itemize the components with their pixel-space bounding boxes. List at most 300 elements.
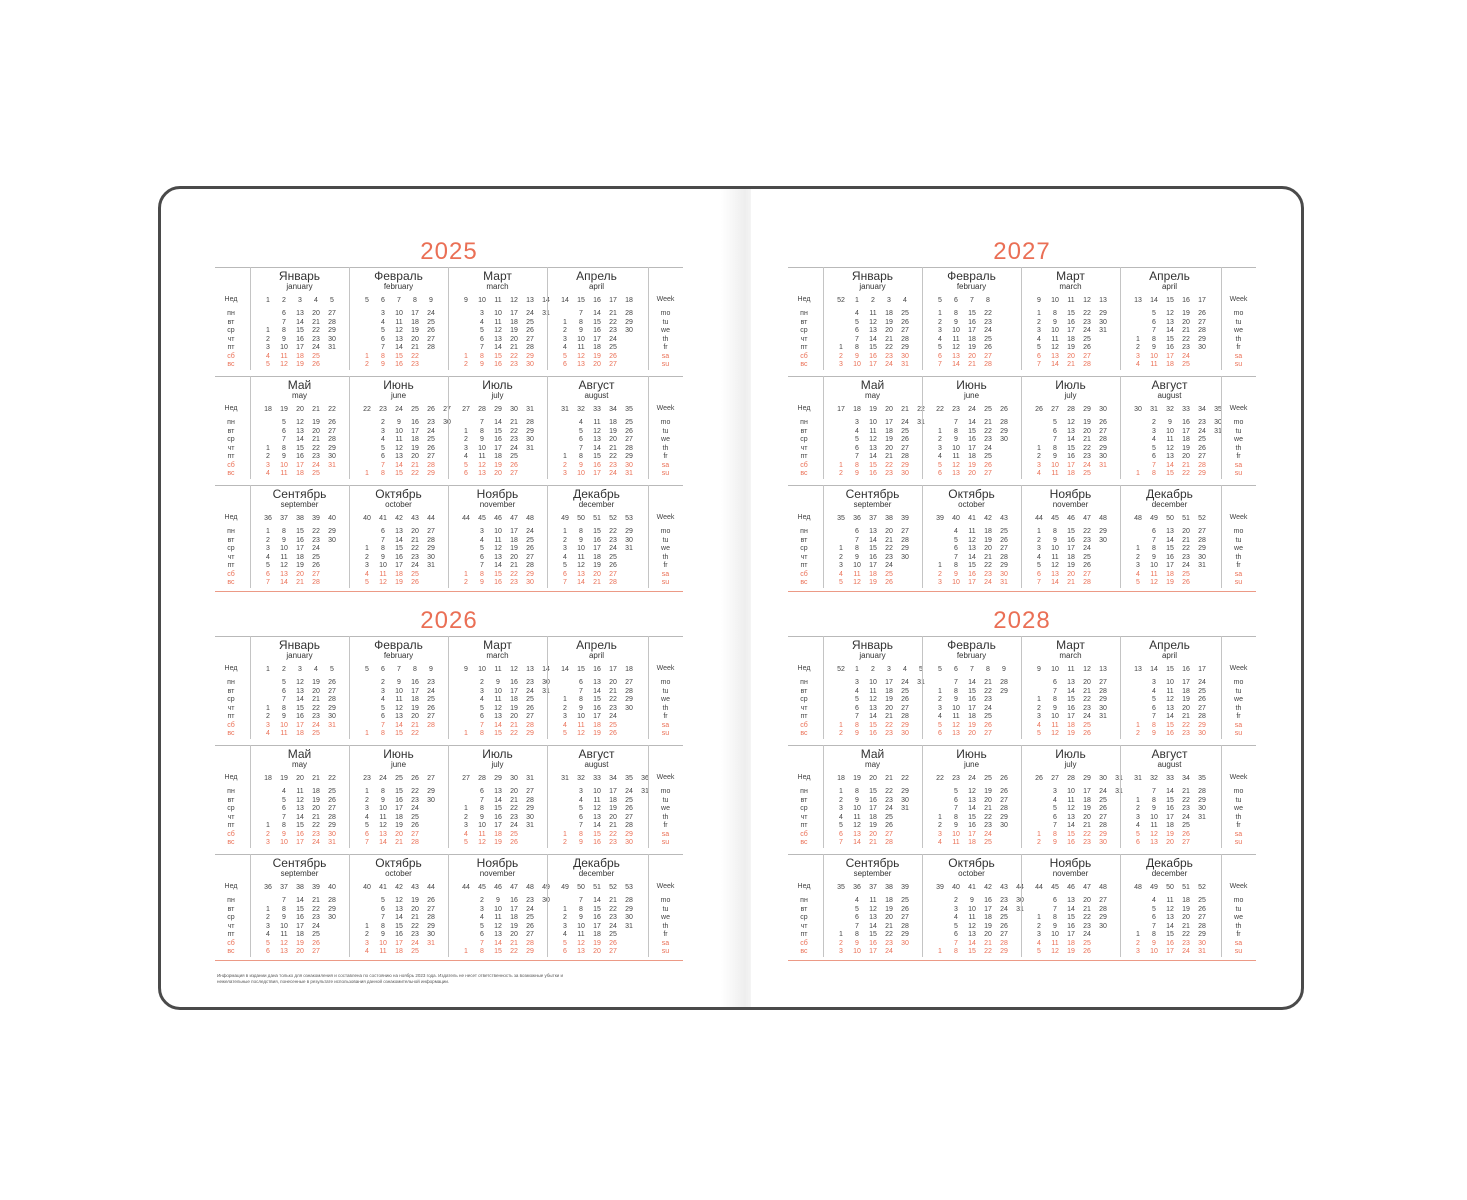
day-cell: 5 <box>365 822 369 829</box>
week-number: 39 <box>312 515 320 522</box>
day-cell: 28 <box>526 562 534 569</box>
week-number: 41 <box>379 884 387 891</box>
day-cell: 6 <box>282 427 286 435</box>
weekday-en-su: su <box>661 470 670 477</box>
day-cell: 19 <box>312 679 320 686</box>
week-number: 5 <box>919 666 923 673</box>
day-cell: 21 <box>984 553 992 561</box>
day-cell: 17 <box>395 805 403 812</box>
month-name-en: june <box>390 760 407 769</box>
day-cell: 4 <box>1037 721 1041 729</box>
day-cell: 5 <box>381 444 385 452</box>
weekday-en-mo: mo <box>660 897 671 904</box>
quarter-row <box>788 636 1256 745</box>
day-cell: 8 <box>480 427 484 435</box>
day-cell: 18 <box>1067 939 1075 947</box>
week-number: 1 <box>855 666 859 673</box>
day-cell: 30 <box>1099 536 1107 544</box>
weekday-th: чт <box>800 444 808 452</box>
week-number: 42 <box>395 884 403 891</box>
day-cell: 19 <box>296 939 304 947</box>
day-cell: 24 <box>609 470 617 477</box>
day-cell: 14 <box>494 419 502 426</box>
day-cell: 26 <box>885 579 893 586</box>
day-cell: 5 <box>855 318 859 326</box>
day-cell: 11 <box>1051 335 1059 343</box>
day-cell: 25 <box>984 453 992 460</box>
weekday-th: чт <box>800 553 808 561</box>
weekday-labels-ru <box>215 636 247 745</box>
label-week: Week <box>1229 883 1248 890</box>
weekday-su: вс <box>800 730 808 737</box>
day-cell: 17 <box>411 427 419 435</box>
day-cell: 7 <box>1053 905 1057 913</box>
day-cell: 17 <box>593 922 601 930</box>
month-divider <box>1120 485 1121 588</box>
day-cell: 24 <box>411 939 419 947</box>
day-cell: 1 <box>266 528 270 535</box>
month-divider <box>823 376 824 479</box>
weekday-en-mo: mo <box>660 310 671 317</box>
day-cell: 19 <box>885 318 893 326</box>
day-cell: 12 <box>395 444 403 452</box>
day-cell: 30 <box>328 335 336 343</box>
day-cell: 1 <box>464 427 468 435</box>
month-name-ru: Апрель <box>1149 638 1190 652</box>
month-name-ru: Август <box>1151 378 1188 392</box>
day-cell: 4 <box>365 570 369 578</box>
day-cell: 8 <box>1152 545 1156 552</box>
day-cell: 16 <box>510 897 518 904</box>
month-divider <box>448 267 449 370</box>
day-cell: 6 <box>855 914 859 921</box>
day-cell: 7 <box>381 721 385 729</box>
month-name-en: march <box>486 282 509 291</box>
week-number: 21 <box>901 406 909 413</box>
month-divider <box>1021 485 1022 588</box>
day-cell: 20 <box>609 813 617 821</box>
quarter-row <box>788 376 1256 485</box>
day-cell: 8 <box>480 352 484 360</box>
day-cell: 29 <box>1099 528 1107 535</box>
day-cell: 24 <box>510 444 518 452</box>
month-name-ru: Август <box>578 378 615 392</box>
day-cell: 9 <box>579 536 583 544</box>
label-ned: Нед <box>797 774 811 781</box>
weekday-tu: вт <box>800 318 808 326</box>
day-cell: 10 <box>1067 788 1075 795</box>
week-number: 14 <box>1150 666 1158 673</box>
weekday-su: вс <box>800 361 808 368</box>
week-number: 44 <box>462 515 470 522</box>
weekday-we: ср <box>800 914 808 921</box>
day-cell: 3 <box>563 713 567 720</box>
day-cell: 27 <box>901 914 909 921</box>
day-cell: 14 <box>869 922 877 930</box>
day-cell: 24 <box>1083 931 1091 938</box>
day-cell: 4 <box>464 453 468 460</box>
month-name-ru: Январь <box>278 638 321 652</box>
day-cell: 4 <box>266 931 270 938</box>
day-cell: 10 <box>952 830 960 838</box>
day-cell: 31 <box>917 419 925 426</box>
day-cell: 20 <box>510 335 518 343</box>
quarter-row <box>215 636 683 745</box>
weekday-tu: вт <box>227 427 235 435</box>
day-cell: 23 <box>510 436 518 443</box>
day-cell: 21 <box>411 914 419 921</box>
day-cell: 27 <box>885 830 893 838</box>
day-cell: 6 <box>563 570 567 578</box>
day-cell: 6 <box>464 470 468 477</box>
week-number: 33 <box>1166 775 1174 782</box>
month-name-en: july <box>491 760 504 769</box>
day-cell: 28 <box>1083 361 1091 368</box>
weekday-en-th: th <box>662 335 669 343</box>
day-cell: 17 <box>510 687 518 695</box>
day-cell: 28 <box>312 579 320 586</box>
day-cell: 11 <box>577 344 585 351</box>
week-number: 10 <box>478 297 486 304</box>
day-cell: 23 <box>609 327 617 334</box>
day-cell: 8 <box>282 822 286 829</box>
day-cell: 5 <box>954 922 958 930</box>
day-cell: 28 <box>1099 687 1107 695</box>
day-cell: 8 <box>1152 470 1156 477</box>
day-cell: 16 <box>296 453 304 460</box>
quarter-row <box>215 267 683 376</box>
week-number: 43 <box>411 515 419 522</box>
day-cell: 4 <box>855 427 859 435</box>
day-cell: 2 <box>563 461 567 469</box>
day-cell: 6 <box>1053 897 1057 904</box>
day-cell: 8 <box>381 788 385 795</box>
day-cell: 26 <box>625 427 633 435</box>
weekday-en-we: we <box>1234 914 1243 921</box>
week-number: 12 <box>1083 666 1091 673</box>
day-cell: 5 <box>282 679 286 686</box>
day-cell: 1 <box>464 730 468 737</box>
day-cell: 9 <box>855 730 859 737</box>
month-february <box>349 636 448 745</box>
day-cell: 24 <box>901 679 909 686</box>
week-number: 29 <box>1083 775 1091 782</box>
weekday-labels-ru <box>788 267 820 376</box>
day-cell: 10 <box>869 419 877 426</box>
month-name-en: january <box>859 651 886 660</box>
day-cell: 17 <box>593 470 601 477</box>
day-cell: 27 <box>1083 570 1091 578</box>
weekday-en-mo: mo <box>1233 679 1244 686</box>
day-cell: 14 <box>395 344 403 351</box>
day-cell: 11 <box>494 536 502 544</box>
week-number: 35 <box>625 775 633 782</box>
weekday-th: чт <box>227 922 235 930</box>
day-cell: 24 <box>1182 352 1190 360</box>
day-cell: 3 <box>464 822 468 829</box>
day-cell: 28 <box>625 444 633 452</box>
day-cell: 22 <box>510 805 518 812</box>
week-number: 31 <box>526 775 534 782</box>
day-cell: 17 <box>296 721 304 729</box>
month-divider <box>349 745 350 848</box>
month-name-ru: Март <box>483 638 512 652</box>
week-number: 52 <box>609 515 617 522</box>
week-number: 37 <box>869 515 877 522</box>
weekday-labels-en <box>648 485 683 594</box>
weekday-en-th: th <box>662 553 669 561</box>
month-name-en: may <box>864 391 881 400</box>
day-cell: 10 <box>577 922 585 930</box>
day-cell: 10 <box>952 704 960 712</box>
weekday-en-th: th <box>1235 553 1242 561</box>
week-number: 9 <box>464 297 468 304</box>
day-cell: 14 <box>395 914 403 921</box>
day-cell: 26 <box>427 327 435 334</box>
day-cell: 3 <box>1037 545 1041 552</box>
day-cell: 23 <box>609 914 617 921</box>
day-cell: 3 <box>266 839 270 846</box>
day-cell: 18 <box>593 721 601 729</box>
month-april <box>1120 636 1219 745</box>
day-cell: 22 <box>1083 830 1091 838</box>
month-divider <box>349 485 350 588</box>
week-number: 8 <box>413 666 417 673</box>
day-cell: 24 <box>427 687 435 695</box>
day-cell: 20 <box>1182 318 1190 326</box>
day-cell: 10 <box>968 905 976 913</box>
weekday-su: вс <box>227 730 235 737</box>
month-name-ru: Январь <box>851 638 894 652</box>
day-cell: 21 <box>609 310 617 317</box>
day-cell: 5 <box>1037 948 1041 955</box>
day-cell: 23 <box>510 361 518 368</box>
week-number: 26 <box>427 406 435 413</box>
day-cell: 5 <box>855 436 859 443</box>
week-number: 35 <box>625 406 633 413</box>
day-cell: 12 <box>853 822 861 829</box>
day-cell: 16 <box>1166 805 1174 812</box>
day-cell: 17 <box>296 545 304 552</box>
day-cell: 8 <box>480 570 484 578</box>
week-number: 39 <box>901 884 909 891</box>
month-divider <box>823 267 824 370</box>
weekday-en-sa: sa <box>1234 830 1243 838</box>
day-cell: 31 <box>542 687 550 695</box>
day-cell: 29 <box>526 730 534 737</box>
weekday-sa: сб <box>800 570 808 578</box>
day-cell: 30 <box>328 453 336 460</box>
day-cell: 21 <box>609 822 617 829</box>
week-number: 24 <box>379 775 387 782</box>
day-cell: 24 <box>411 805 419 812</box>
day-cell: 2 <box>266 914 270 921</box>
day-cell: 9 <box>1168 419 1172 426</box>
day-cell: 11 <box>869 897 877 904</box>
weekday-en-we: we <box>661 805 670 812</box>
day-cell: 27 <box>984 730 992 737</box>
day-cell: 29 <box>1000 813 1008 821</box>
day-cell: 20 <box>984 796 992 804</box>
day-cell: 25 <box>1083 470 1091 477</box>
weekday-en-we: we <box>1234 545 1243 552</box>
day-cell: 21 <box>984 419 992 426</box>
day-cell: 20 <box>609 436 617 443</box>
day-cell: 31 <box>542 310 550 317</box>
day-cell: 12 <box>494 327 502 334</box>
day-cell: 25 <box>1198 897 1206 904</box>
day-cell: 15 <box>1067 444 1075 452</box>
day-cell: 25 <box>1083 553 1091 561</box>
day-cell: 17 <box>885 679 893 686</box>
year-block-2025 <box>215 239 683 604</box>
day-cell: 11 <box>1166 436 1174 443</box>
day-cell: 22 <box>984 813 992 821</box>
week-number: 3 <box>298 666 302 673</box>
day-cell: 6 <box>480 713 484 720</box>
day-cell: 1 <box>464 805 468 812</box>
day-cell: 11 <box>395 696 403 703</box>
week-number: 36 <box>264 515 272 522</box>
month-name-en: april <box>588 282 605 291</box>
weekday-en-mo: mo <box>1233 419 1244 426</box>
day-cell: 30 <box>526 813 534 821</box>
day-cell: 29 <box>526 570 534 578</box>
weekday-sa: сб <box>227 721 235 729</box>
day-cell: 23 <box>411 361 419 368</box>
week-number: 18 <box>837 775 845 782</box>
day-cell: 1 <box>1136 721 1140 729</box>
day-cell: 18 <box>1182 687 1190 695</box>
day-cell: 20 <box>968 470 976 477</box>
day-cell: 2 <box>480 897 484 904</box>
day-cell: 14 <box>1067 687 1075 695</box>
month-name-ru: Февраль <box>374 269 423 283</box>
day-cell: 17 <box>296 461 304 469</box>
day-cell: 29 <box>1099 310 1107 317</box>
day-cell: 12 <box>296 419 304 426</box>
month-name-en: october <box>958 500 985 509</box>
month-april <box>547 636 646 745</box>
day-cell: 12 <box>1166 696 1174 703</box>
day-cell: 25 <box>901 310 909 317</box>
week-number: 48 <box>1134 515 1142 522</box>
month-october <box>922 485 1021 594</box>
day-cell: 7 <box>282 897 286 904</box>
month-november <box>1021 854 1120 963</box>
day-cell: 2 <box>381 419 385 426</box>
week-number: 22 <box>363 406 371 413</box>
month-january <box>823 267 922 376</box>
day-cell: 18 <box>395 570 403 578</box>
day-cell: 8 <box>282 327 286 334</box>
weekday-en-su: su <box>1234 579 1243 586</box>
day-cell: 19 <box>885 696 893 703</box>
day-cell: 12 <box>952 721 960 729</box>
day-cell: 24 <box>312 922 320 930</box>
day-cell: 31 <box>1198 948 1206 955</box>
weekday-mo: пн <box>800 788 808 795</box>
day-cell: 6 <box>855 444 859 452</box>
day-cell: 29 <box>1000 948 1008 955</box>
day-cell: 12 <box>869 436 877 443</box>
month-name-ru: Октябрь <box>948 487 995 501</box>
week-number: 48 <box>526 515 534 522</box>
day-cell: 17 <box>1067 327 1075 334</box>
weekday-mo: пн <box>800 310 808 317</box>
day-cell: 19 <box>296 562 304 569</box>
day-cell: 5 <box>464 461 468 469</box>
week-number: 41 <box>379 515 387 522</box>
day-cell: 24 <box>312 839 320 846</box>
day-cell: 6 <box>480 553 484 561</box>
day-cell: 7 <box>1053 687 1057 695</box>
month-name-en: december <box>1151 869 1188 878</box>
day-cell: 31 <box>625 922 633 930</box>
day-cell: 7 <box>381 461 385 469</box>
day-cell: 21 <box>395 839 403 846</box>
day-cell: 9 <box>1152 805 1156 812</box>
day-cell: 22 <box>1182 470 1190 477</box>
day-cell: 10 <box>395 427 403 435</box>
day-cell: 5 <box>1037 344 1041 351</box>
day-cell: 9 <box>1053 536 1057 544</box>
year-title: 2026 <box>420 607 478 634</box>
day-cell: 1 <box>563 696 567 703</box>
month-divider <box>922 636 923 739</box>
day-cell: 29 <box>1099 914 1107 921</box>
day-cell: 5 <box>1037 562 1041 569</box>
weekday-labels-en <box>1221 854 1256 963</box>
day-cell: 13 <box>478 470 486 477</box>
day-cell: 11 <box>280 352 288 360</box>
day-cell: 29 <box>625 830 633 838</box>
day-cell: 25 <box>427 318 435 326</box>
month-name-en: november <box>1052 500 1089 509</box>
day-cell: 1 <box>938 562 942 569</box>
day-cell: 13 <box>296 427 304 435</box>
day-cell: 21 <box>510 419 518 426</box>
day-cell: 23 <box>609 704 617 712</box>
month-december <box>547 854 646 963</box>
week-number: 14 <box>561 666 569 673</box>
day-cell: 17 <box>593 335 601 343</box>
week-number: 34 <box>609 775 617 782</box>
day-cell: 26 <box>1099 805 1107 812</box>
day-cell: 17 <box>968 830 976 838</box>
day-cell: 3 <box>480 687 484 695</box>
week-number: 23 <box>952 406 960 413</box>
day-cell: 18 <box>395 813 403 821</box>
day-cell: 13 <box>577 361 585 368</box>
day-cell: 5 <box>579 805 583 812</box>
day-cell: 28 <box>427 914 435 921</box>
week-number: 5 <box>365 666 369 673</box>
day-cell: 18 <box>494 830 502 838</box>
day-cell: 20 <box>1083 897 1091 904</box>
day-cell: 1 <box>1136 335 1140 343</box>
day-cell: 23 <box>411 796 419 804</box>
day-cell: 8 <box>855 931 859 938</box>
day-cell: 22 <box>1182 721 1190 729</box>
day-cell: 18 <box>609 419 617 426</box>
day-cell: 22 <box>312 704 320 712</box>
day-cell: 6 <box>282 687 286 695</box>
month-name-ru: Май <box>287 378 312 392</box>
day-cell: 19 <box>609 805 617 812</box>
day-cell: 21 <box>609 444 617 452</box>
day-cell: 31 <box>1115 788 1123 795</box>
